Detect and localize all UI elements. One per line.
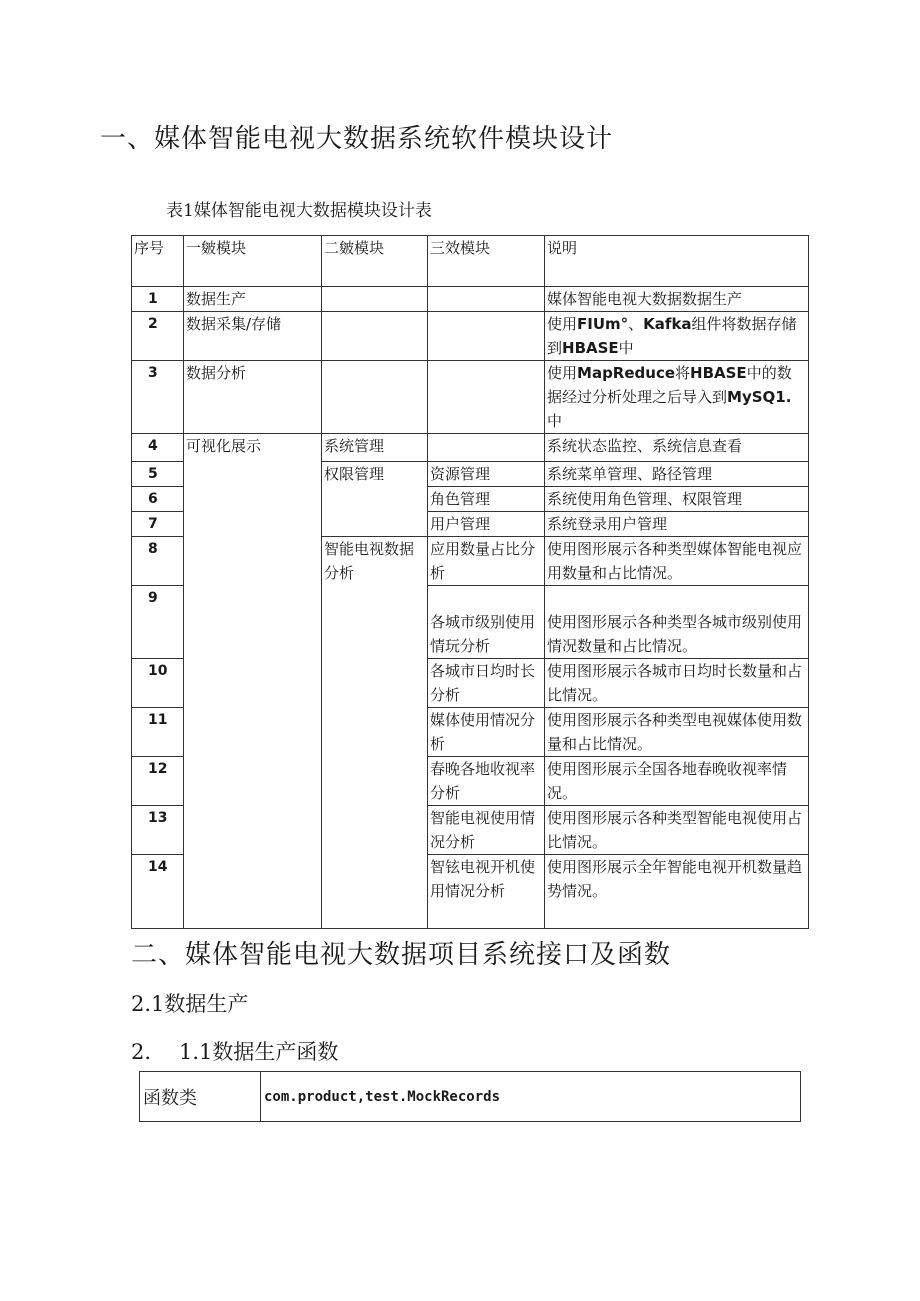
level1-module: 数据分析 [184,361,322,434]
table-row [132,287,809,312]
row-number: 4 [132,434,184,462]
level3-module: 春晚各地收视率分析 [428,757,545,806]
subsection-heading: 2.1数据生产 [131,992,249,1016]
header-cell: 三效模块 [428,236,545,287]
header-cell: 说明 [545,236,809,287]
level3-module [428,434,545,462]
description: 使用图形展示全年智能电视开机数量趋势情况。 [545,855,809,929]
desc-text: 、 [628,315,644,333]
row-number: 3 [132,361,184,434]
desc-term: MapReduce [577,364,676,382]
desc-term: HBASE [562,339,619,357]
desc-term: HBASE [690,364,747,382]
level3-module [428,361,545,434]
description: 使用图形展示全国各地春晚收视率情况。 [545,757,809,806]
level1-module: 数据采集/存储 [184,312,322,361]
level3-module [428,287,545,312]
desc-term: Kafka [643,315,692,333]
level1-module: 数据生产 [184,287,322,312]
header-cell: 二皴模块 [322,236,428,287]
header-cell: 一皴模块 [184,236,322,287]
level2-module: 系统管理 [322,434,428,462]
level3-module: 各城市级别使用情玩分析 [428,586,545,659]
level2-module [322,361,428,434]
table-row [132,312,809,361]
desc-term: MySQ1. [727,388,792,406]
row-number: 5 [132,462,184,487]
description: 使用图形展示各种类型智能电视使用占比情况。 [545,806,809,855]
row-number: 14 [132,855,184,929]
row-number: 6 [132,487,184,512]
row-number: 8 [132,537,184,586]
level3-module: 资源管理 [428,462,545,487]
level3-module: 智能电视使用情况分析 [428,806,545,855]
desc-text: 将 [675,364,691,382]
section-heading-1: 一、媒体智能电视大数据系统软件模块设计 [100,124,614,154]
row-number: 1 [132,287,184,312]
desc-text: 组件将数据存储到 [547,315,797,357]
description: 系统菜单管理、路径管理 [545,462,809,487]
table-row [132,434,809,462]
section-heading-2: 二、媒体智能电视大数据项目系统接口及函数 [131,940,672,970]
description: 系统登录用户管理 [545,512,809,537]
level3-module: 角色管理 [428,487,545,512]
level3-module: 各城市日均时长分析 [428,659,545,708]
description: 使用图形展示各种类型电视媒体使用数量和占比情况。 [545,708,809,757]
level2-module: 智能电视数据分析 [322,537,428,929]
row-number: 13 [132,806,184,855]
heading-number: 2. [131,1040,152,1064]
row-number: 10 [132,659,184,708]
description: 使用图形展示各城市日均时长数量和占比情况。 [545,659,809,708]
level2-module [322,312,428,361]
row-number: 11 [132,708,184,757]
heading-text: 1.1数据生产函数 [179,1040,339,1064]
description: 系统使用角色管理、权限管理 [545,487,809,512]
description: 系统状态监控、系统信息查看 [545,434,809,462]
description: 媒体智能电视大数据数据生产 [545,287,809,312]
function-class-value: com.product,test.MockRecords [261,1072,801,1122]
header-cell: 序号 [132,236,184,287]
level1-module: 可视化展示 [184,434,322,929]
desc-text: 中 [618,339,634,357]
desc-text: 中 [547,412,563,430]
desc-term: FIUm° [577,315,629,333]
description: 使用图形展示各种类型媒体智能电视应用数量和占比情况。 [545,537,809,586]
desc-text: 使用 [547,364,578,382]
level3-module: 媒体使用情况分析 [428,708,545,757]
description [545,312,809,361]
level3-module: 用户管理 [428,512,545,537]
level3-module [428,312,545,361]
function-class-table [139,1071,801,1122]
table-caption: 表1媒体智能电视大数据模块设计表 [166,201,432,221]
description: 使用图形展示各种类型各城市级别使用情况数量和占比情况。 [545,586,809,659]
table-row [132,361,809,434]
table-header-row [132,236,809,287]
level3-module: 应用数量占比分析 [428,537,545,586]
row-number: 12 [132,757,184,806]
desc-text: 中的数据经过分析处理之后导入到 [547,364,792,406]
row-number: 2 [132,312,184,361]
level3-module: 智铉电视开机使用情况分析 [428,855,545,929]
level2-module: 权限管理 [322,462,428,537]
function-class-label: 函数类 [140,1072,261,1122]
module-design-table [131,235,809,929]
desc-text: 使用 [547,315,578,333]
description [545,361,809,434]
row-number: 7 [132,512,184,537]
level2-module [322,287,428,312]
row-number: 9 [132,586,184,659]
subsubsection-heading [131,1036,338,1066]
